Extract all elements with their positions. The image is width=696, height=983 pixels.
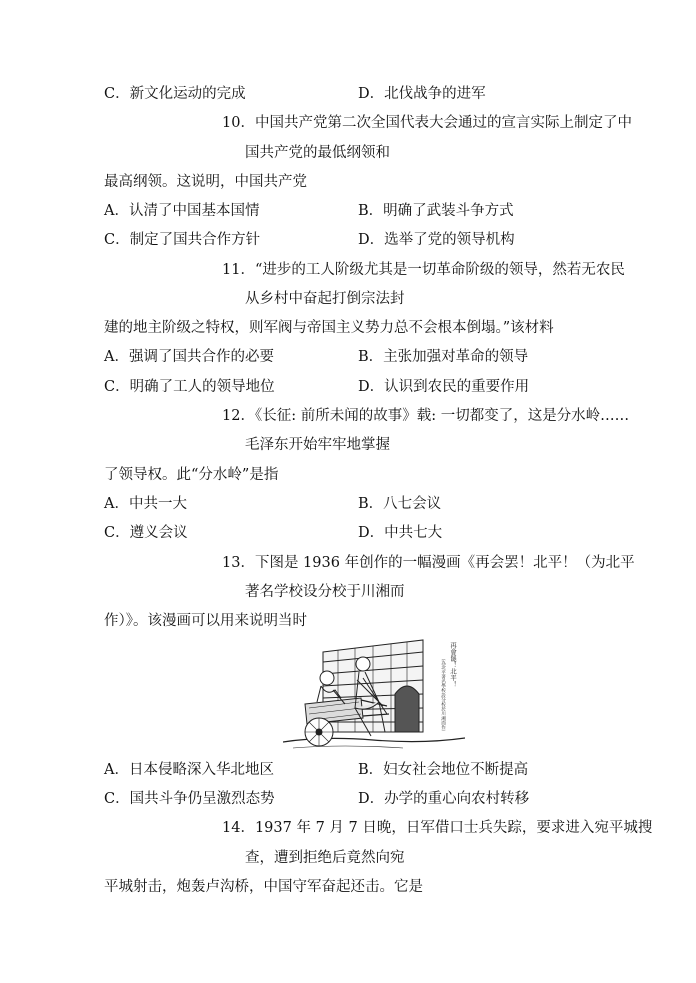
option-d-q12: D．中共七大	[358, 525, 443, 541]
option-c-q13: C．国共斗争仍呈激烈态势	[104, 791, 275, 807]
option-b-q11: B．主张加强对革命的领导	[358, 349, 529, 365]
option-b-q13: B．妇女社会地位不断提高	[358, 762, 529, 778]
option-b-q12: B．八七会议	[358, 496, 442, 512]
question-13-stem: 13．下图是 1936 年创作的一幅漫画《再会罢！北平！（为北平	[222, 555, 635, 571]
option-a-q11: A．强调了国共合作的必要	[104, 349, 274, 365]
question-14-stem: 14．1937 年 7 月 7 日晚，日军借口士兵失踪，要求进入宛平城搜	[222, 820, 653, 836]
cartoon-illustration	[283, 632, 465, 754]
cartoon-title: 再會罷！北平！	[449, 642, 457, 688]
question-13-stem-tail: 作）》。该漫画可以用来说明当时	[104, 613, 307, 629]
question-13-stem-cont: 著名学校设分校于川湘而	[245, 584, 405, 600]
option-c-q10: C．制定了国共合作方针	[104, 232, 261, 248]
question-11-stem: 11．“进步的工人阶级尤其是一切革命阶级的领导，然若无农民	[222, 262, 625, 278]
option-d-q11: D．认识到农民的重要作用	[358, 379, 530, 395]
option-c-q12: C．遵义会议	[104, 525, 188, 541]
question-14-stem-tail: 平城射击，炮轰卢沟桥，中国守军奋起还击。它是	[104, 879, 423, 895]
cartoon-caption: （為北平著名學校設分校於川湘而作）	[440, 656, 446, 735]
question-14-stem-cont: 查，遭到拒绝后竟然向宛	[245, 850, 405, 866]
question-12-stem-tail: 了领导权。此“分水岭”是指	[104, 467, 279, 483]
question-11-stem-tail: 建的地主阶级之特权，则军阀与帝国主义势力总不会根本倒塌。”该材料	[104, 320, 554, 336]
option-a-q10: A．认清了中国基本国情	[104, 203, 260, 219]
question-12-stem: 12．《长征: 前所未闻的故事》载: 一切都变了，这是分水岭……	[222, 408, 630, 424]
option-d-q10: D．选举了党的领导机构	[358, 232, 515, 248]
question-12-stem-cont: 毛泽东开始牢牢地掌握	[245, 437, 390, 453]
option-d-q13: D．办学的重心向农村转移	[358, 791, 530, 807]
option-b-q10: B．明确了武装斗争方式	[358, 203, 514, 219]
question-10-stem-tail: 最高纲领。这说明，中国共产党	[104, 174, 307, 190]
option-a-q12: A．中共一大	[104, 496, 187, 512]
option-c-q9: C．新文化运动的完成	[104, 86, 246, 102]
option-d-q9: D．北伐战争的进军	[358, 86, 486, 102]
option-c-q11: C．明确了工人的领导地位	[104, 379, 275, 395]
question-10-stem-cont: 国共产党的最低纲领和	[245, 145, 390, 161]
question-11-stem-cont: 从乡村中奋起打倒宗法封	[245, 291, 405, 307]
question-10-stem: 10．中国共产党第二次全国代表大会通过的宣言实际上制定了中	[222, 115, 632, 131]
option-a-q13: A．日本侵略深入华北地区	[104, 762, 274, 778]
